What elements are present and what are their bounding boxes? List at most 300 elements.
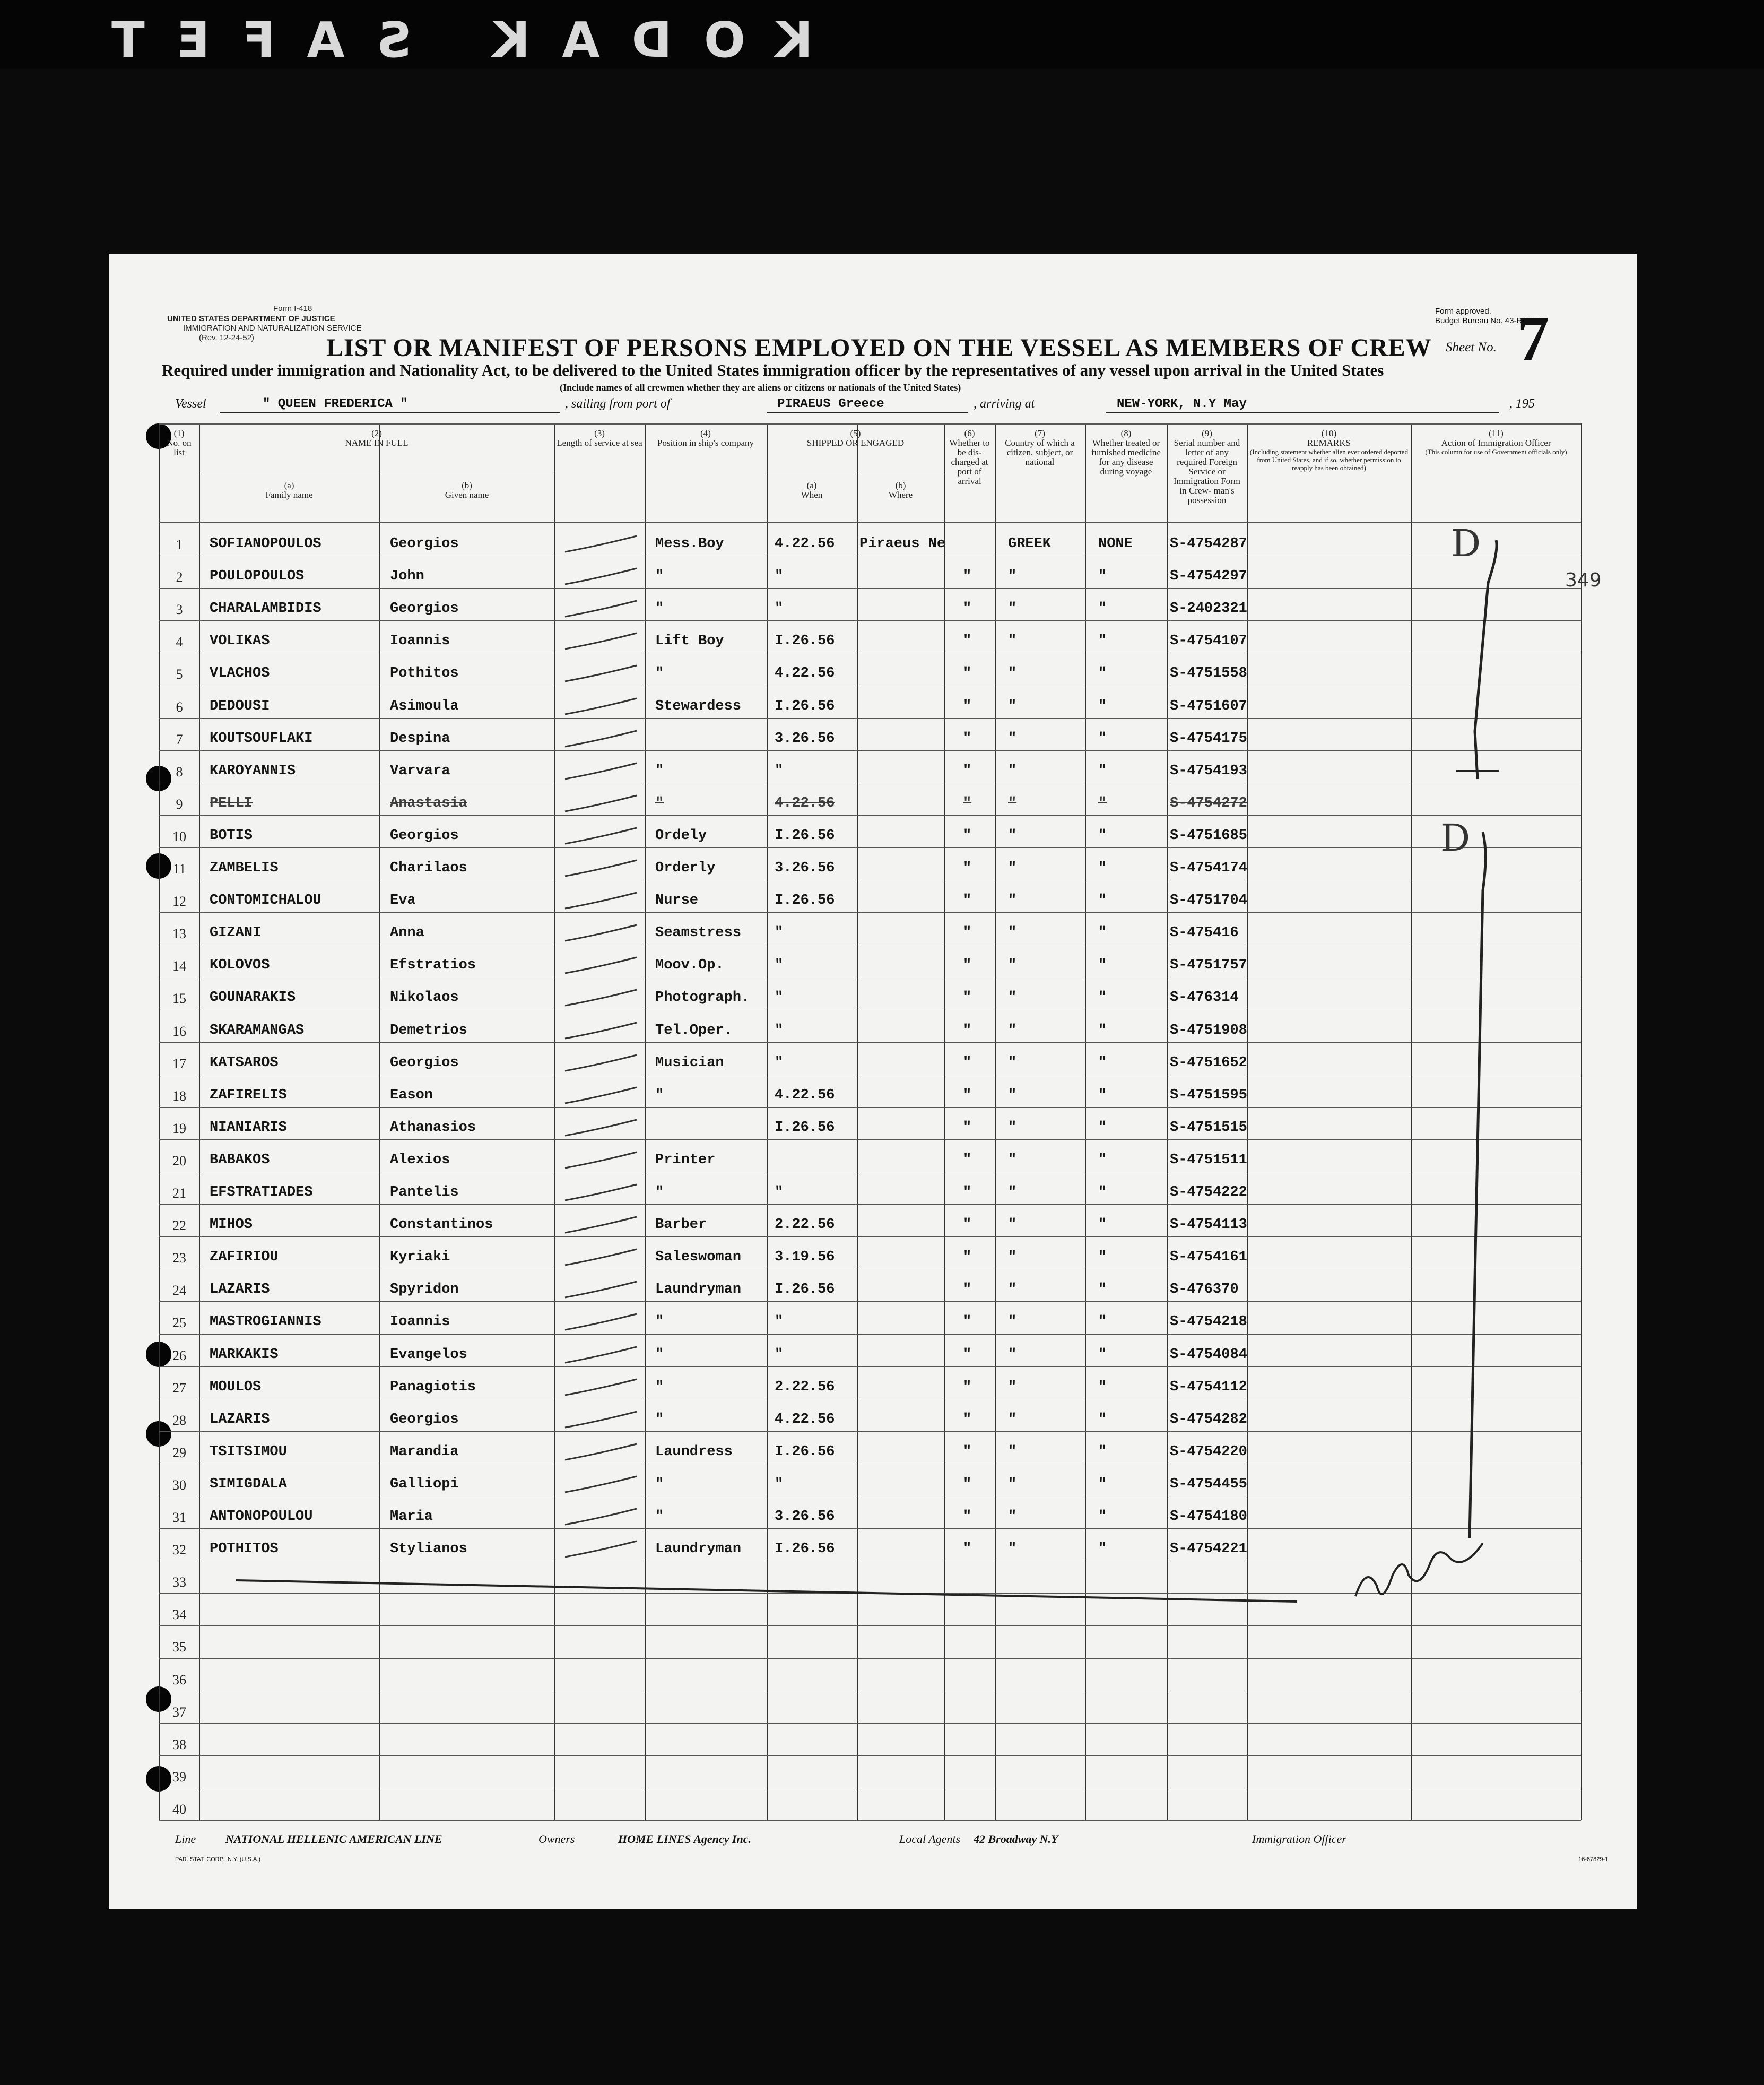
position-cell: " [655,763,664,779]
serial-number-cell: S-4751511 [1170,1152,1247,1168]
country-cell: " [1008,795,1017,811]
shipped-when-cell: I.26.56 [775,1541,835,1558]
table-header-rule [159,522,1581,523]
table-row-rule [159,588,1581,589]
shipped-when-cell: 4.22.56 [775,536,835,552]
column-header-position [647,429,764,448]
serial-number-cell: S-4754287 [1170,536,1247,552]
service-tick-mark [562,1409,642,1431]
column-label: Serial number and letter of any required Foreign Service or Immigration Form in Crew- man's possession [1173,438,1241,505]
row-number: 25 [172,1315,186,1331]
country-cell: " [1008,1314,1017,1330]
row-number: 36 [172,1672,186,1688]
column-number: (4) [700,428,711,438]
column-header-name [201,429,552,448]
serial-number-cell: S-4751558 [1170,665,1247,682]
country-cell: " [1008,893,1017,909]
row-number: 1 [176,537,183,552]
column-header-given-name [381,481,552,500]
discharged-cell: " [963,568,972,585]
table-column-rule [944,423,945,1820]
shipped-when-cell: I.26.56 [775,893,835,909]
table-row-rule [159,1593,1581,1594]
column-label: No. on list [167,438,192,457]
position-cell: Seamstress [655,925,742,941]
medicine-cell: " [1098,795,1107,811]
given-name-cell: Evangelos [390,1346,467,1363]
table-row-rule [159,1658,1581,1659]
family-name-cell: MOULOS [210,1379,262,1395]
discharged-cell: " [963,665,972,682]
table-row-rule [159,1301,1581,1302]
service-tick-mark [562,826,642,847]
serial-number-cell: S-2402321 [1170,601,1247,617]
given-name-cell: Athanasios [390,1119,476,1136]
discharged-cell: " [963,827,972,844]
shipped-when-cell: I.26.56 [775,1443,835,1460]
shipped-when-cell: 2.22.56 [775,1379,835,1395]
page-number-annotation: 349 [1565,569,1602,591]
family-name-cell: SOFIANOPOULOS [210,536,321,552]
column-header-family-name [201,481,377,500]
form-number: Form I-418 [273,304,312,313]
table-row-rule [159,1723,1581,1724]
shipped-when-cell: " [775,957,784,974]
discharged-cell: " [963,1184,972,1200]
medicine-cell: " [1098,1087,1107,1103]
given-name-cell: Stylianos [390,1541,467,1558]
position-cell: Ordely [655,827,707,844]
serial-number-cell: S-4751704 [1170,893,1247,909]
row-number: 30 [172,1477,186,1493]
shipped-when-cell: " [775,1314,784,1330]
serial-number-cell: S-4754272 [1170,795,1247,811]
manifest-sheet [109,254,1637,1909]
country-cell: " [1008,1282,1017,1298]
given-name-cell: Ioannis [390,1314,450,1330]
column-header-remarks [1249,429,1409,472]
table-column-rule [159,423,160,1820]
table-column-rule [1085,423,1086,1820]
medicine-cell: " [1098,1249,1107,1266]
family-name-cell: DEDOUSI [210,698,270,714]
column-number: (a) [284,480,294,490]
shipped-when-cell: " [775,1054,784,1071]
family-name-cell: POTHITOS [210,1541,279,1558]
service-tick-mark [562,1053,642,1074]
service-tick-mark [562,1474,642,1495]
serial-number-cell: S-475416 [1170,925,1239,941]
medicine-cell: " [1098,698,1107,714]
discharged-cell: " [963,1443,972,1460]
serial-number-cell: S-4751652 [1170,1054,1247,1071]
discharged-cell: " [963,698,972,714]
position-cell: Moov.Op. [655,957,724,974]
discharged-cell: " [963,1217,972,1233]
vessel-label: Vessel [175,397,206,411]
service-tick-mark [562,599,642,620]
medicine-cell: " [1098,925,1107,941]
row-number: 35 [172,1639,186,1655]
column-label: When [801,490,823,500]
country-cell: " [1008,1054,1017,1071]
column-number: (9) [1202,428,1212,438]
medicine-cell: " [1098,1314,1107,1330]
row-number: 13 [172,926,186,942]
family-name-cell: KOUTSOUFLAKI [210,730,313,747]
action-note: (This column for use of Government officials only) [1425,448,1567,456]
departure-port: PIRAEUS Greece [777,397,884,411]
medicine-cell: " [1098,1282,1107,1298]
serial-number-cell: S-4751908 [1170,1022,1247,1039]
discharged-cell: " [963,1509,972,1525]
discharged-cell: " [963,795,972,811]
row-number: 19 [172,1120,186,1136]
serial-number-cell: S-4754221 [1170,1541,1247,1558]
service-tick-mark [562,1539,642,1560]
form-subtitle: Required under immigration and Nationality Act, to be delivered to the United States immigration officer by the representatives of any vessel upon arrival in the United States [162,361,1384,379]
row-number: 27 [172,1380,186,1396]
shipped-when-cell: " [775,568,784,585]
country-cell: " [1008,1509,1017,1525]
country-cell: " [1008,1476,1017,1492]
shipped-when-cell: " [775,990,784,1006]
column-number: (b) [462,480,472,490]
table-row-rule [159,847,1581,848]
given-name-cell: Spyridon [390,1282,459,1298]
column-number: (8) [1120,428,1132,438]
medicine-cell: " [1098,601,1107,617]
serial-number-cell: S-4754175 [1170,730,1247,747]
shipping-line: NATIONAL HELLENIC AMERICAN LINE [225,1832,442,1846]
discharged-cell: " [963,1152,972,1168]
serial-number-cell: S-4754222 [1170,1184,1247,1200]
serial-number-cell: S-4751685 [1170,827,1247,844]
discharged-cell: " [963,893,972,909]
position-cell: Laundress [655,1443,733,1460]
row-number: 2 [176,569,183,585]
row-number: 9 [176,796,183,812]
family-name-cell: BABAKOS [210,1152,270,1168]
country-cell: " [1008,990,1017,1006]
column-label: Family name [265,490,313,500]
serial-number-cell: S-4754107 [1170,633,1247,650]
family-name-cell: MASTROGIANNIS [210,1314,321,1330]
row-number: 6 [176,699,183,715]
table-row-rule [159,750,1581,751]
film-edge-text: KODAK SAFET [80,12,813,68]
row-number: 24 [172,1283,186,1299]
serial-number-cell: S-4754112 [1170,1379,1247,1395]
print-code: 16-67829-1 [1578,1856,1609,1863]
department-name: UNITED STATES DEPARTMENT OF JUSTICE [167,314,335,323]
country-cell: " [1008,1087,1017,1103]
serial-number-cell: S-4754220 [1170,1443,1247,1460]
row-number: 37 [172,1704,186,1720]
serial-number-cell: S-4751757 [1170,957,1247,974]
family-name-cell: KATSAROS [210,1054,279,1071]
service-tick-mark [562,1020,642,1042]
form-approved-text: Form approved. [1435,307,1491,316]
country-cell: " [1008,1379,1017,1395]
table-row-rule [159,1528,1581,1529]
service-tick-mark [562,1312,642,1333]
row-number: 7 [176,731,183,747]
discharged-cell: " [963,1541,972,1558]
row-number: 32 [172,1542,186,1558]
given-name-cell: John [390,568,424,585]
family-name-cell: POULOPOULOS [210,568,305,585]
arrival-port: NEW-YORK, N.Y May [1117,397,1247,411]
family-name-cell: SKARAMANGAS [210,1022,305,1039]
row-number: 14 [172,958,186,974]
medicine-cell: " [1098,1379,1107,1395]
country-cell: " [1008,665,1017,682]
form-revision: (Rev. 12-24-52) [199,333,254,342]
country-cell: " [1008,1022,1017,1039]
table-row-rule [159,1334,1581,1335]
table-row-rule [159,1204,1581,1205]
country-cell: " [1008,633,1017,650]
given-name-cell: Varvara [390,763,450,779]
service-tick-mark [562,729,642,750]
given-name-cell: Despina [390,730,450,747]
medicine-cell: " [1098,1346,1107,1363]
table-row-rule [159,1366,1581,1367]
discharged-cell: " [963,1087,972,1103]
family-name-cell: MARKAKIS [210,1346,279,1363]
family-name-cell: GOUNARAKIS [210,990,296,1006]
position-cell: Laundryman [655,1541,742,1558]
arriving-label: , arriving at [974,397,1035,411]
service-tick-mark [562,1215,642,1236]
column-label: NAME IN FULL [345,438,409,448]
form-subnote: (Include names of all crewmen whether they are aliens or citizens or nationals of the United States) [560,382,961,393]
given-name-cell: Georgios [390,536,459,552]
column-number: (7) [1035,428,1045,438]
handwritten-stamp: D [1440,816,1471,860]
position-cell: Lift Boy [655,633,724,650]
table-row-rule [159,718,1581,719]
family-name-cell: ANTONOPOULOU [210,1509,313,1525]
service-tick-mark [562,1345,642,1366]
medicine-cell: " [1098,990,1107,1006]
row-number: 16 [172,1023,186,1039]
row-number: 34 [172,1607,186,1623]
discharged-cell: " [963,990,972,1006]
sailing-label: , sailing from port of [565,397,671,411]
column-header-medicine [1087,429,1165,477]
service-tick-mark [562,761,642,782]
given-name-cell: Georgios [390,1054,459,1071]
table-header-rule [159,423,1581,425]
medicine-cell: " [1098,1054,1107,1071]
serial-number-cell: S-4754161 [1170,1249,1247,1266]
position-cell: Laundryman [655,1282,742,1298]
position-cell: " [655,1379,664,1395]
crew-table [159,423,1581,1820]
table-column-rule [995,423,996,1820]
family-name-cell: ZAMBELIS [210,860,279,876]
column-number: (1) [173,428,185,438]
sheet-number: 7 [1517,303,1549,374]
medicine-cell: " [1098,1184,1107,1200]
column-header-action [1413,429,1579,456]
service-tick-mark [562,858,642,879]
given-name-cell: Eva [390,893,416,909]
position-cell: Nurse [655,893,699,909]
medicine-cell: " [1098,665,1107,682]
column-label: Position in ship's company [657,438,754,448]
position-cell: " [655,601,664,617]
shipped-when-cell: I.26.56 [775,1119,835,1136]
given-name-cell: Charilaos [390,860,467,876]
given-name-cell: Constantinos [390,1217,493,1233]
column-number: (6) [964,428,975,438]
position-cell: " [655,1411,664,1428]
position-cell: Printer [655,1152,716,1168]
position-cell: Barber [655,1217,707,1233]
given-name-cell: Georgios [390,601,459,617]
position-cell: Tel.Oper. [655,1022,733,1039]
table-row-rule [159,1755,1581,1756]
shipped-when-cell: I.26.56 [775,1282,835,1298]
medicine-cell: NONE [1098,536,1133,552]
family-name-cell: VLACHOS [210,665,270,682]
table-row-rule [159,1042,1581,1043]
position-cell: " [655,1087,664,1103]
column-label: Where [888,490,913,500]
service-tick-mark [562,793,642,815]
shipped-when-cell: " [775,1476,784,1492]
given-name-cell: Pantelis [390,1184,459,1200]
port-underline [767,412,968,413]
serial-number-cell: S-4754193 [1170,763,1247,779]
row-number: 40 [172,1801,186,1817]
position-cell: " [655,795,664,811]
serial-number-cell: S-4751515 [1170,1119,1247,1136]
medicine-cell: " [1098,957,1107,974]
row-number: 31 [172,1510,186,1525]
position-cell: Orderly [655,860,716,876]
shipped-when-cell: " [775,1184,784,1200]
medicine-cell: " [1098,568,1107,585]
column-number: (11) [1489,428,1504,438]
shipped-when-cell: " [775,925,784,941]
medicine-cell: " [1098,1119,1107,1136]
agents-label: Local Agents [899,1832,961,1846]
position-cell: Stewardess [655,698,742,714]
shipped-when-cell: 4.22.56 [775,665,835,682]
discharged-cell: " [963,957,972,974]
column-number: (5) [850,428,861,438]
row-number: 38 [172,1736,186,1752]
discharged-cell: " [963,730,972,747]
column-label: Given name [445,490,489,500]
shipped-when-cell: " [775,763,784,779]
column-label: Whether treated or furnished medicine for any disease during voyage [1091,438,1161,477]
discharged-cell: " [963,1346,972,1363]
position-cell: Photograph. [655,990,750,1006]
column-label: SHIPPED OR ENGAGED [806,438,905,448]
position-cell: " [655,1476,664,1492]
given-name-cell: Efstratios [390,957,476,974]
discharged-cell: " [963,925,972,941]
row-number: 26 [172,1347,186,1363]
country-cell: " [1008,1249,1017,1266]
shipped-when-cell: I.26.56 [775,827,835,844]
row-number: 18 [172,1088,186,1104]
family-name-cell: EFSTRATIADES [210,1184,313,1200]
country-cell: " [1008,925,1017,941]
given-name-cell: Galliopi [390,1476,459,1492]
budget-bureau-text: Budget Bureau No. 43-R068.3. [1435,316,1544,325]
family-name-cell: NIANIARIS [210,1119,287,1136]
vessel-name: " QUEEN FREDERICA " [263,397,408,411]
serial-number-cell: S-4751595 [1170,1087,1247,1103]
agents-value: 42 Broadway N.Y [974,1832,1058,1846]
serial-number-cell: S-4754084 [1170,1346,1247,1363]
medicine-cell: " [1098,1217,1107,1233]
serial-number-cell: S-476370 [1170,1282,1239,1298]
row-number: 29 [172,1444,186,1460]
discharged-cell: " [963,1249,972,1266]
service-tick-mark [562,1279,642,1301]
table-column-rule [645,423,646,1820]
table-row-rule [159,1107,1581,1108]
column-header-discharged [946,429,993,486]
service-tick-mark [562,1377,642,1398]
discharged-cell: " [963,1054,972,1071]
table-row-rule [159,620,1581,621]
vessel-underline [220,412,560,413]
family-name-cell: PELLI [210,795,253,811]
shipped-when-cell: I.26.56 [775,698,835,714]
table-row-rule [159,1625,1581,1626]
given-name-cell: Marandia [390,1443,459,1460]
serial-number-cell: S-4754174 [1170,860,1247,876]
family-name-cell: MIHOS [210,1217,253,1233]
given-name-cell: Ioannis [390,633,450,650]
service-tick-mark [562,1247,642,1268]
given-name-cell: Anastasia [390,795,467,811]
column-header-country [997,429,1083,467]
given-name-cell: Kyriaki [390,1249,450,1266]
discharged-cell: " [963,601,972,617]
row-number: 39 [172,1769,186,1785]
line-label: Line [175,1832,196,1846]
given-name-cell: Panagiotis [390,1379,476,1395]
medicine-cell: " [1098,633,1107,650]
service-tick-mark [562,1182,642,1204]
medicine-cell: " [1098,860,1107,876]
country-cell: " [1008,601,1017,617]
row-number: 4 [176,634,183,650]
family-name-cell: LAZARIS [210,1282,270,1298]
country-cell: " [1008,730,1017,747]
service-tick-mark [562,1507,642,1528]
shipped-when-cell: 3.26.56 [775,1509,835,1525]
table-row-rule [159,1236,1581,1237]
serial-number-cell: S-4754113 [1170,1217,1247,1233]
position-cell: " [655,568,664,585]
discharged-cell: " [963,1022,972,1039]
column-label: REMARKS [1307,438,1351,448]
discharged-cell: " [963,1476,972,1492]
sheet-label: Sheet No. [1446,340,1497,354]
country-cell: " [1008,1541,1017,1558]
given-name-cell: Pothitos [390,665,459,682]
